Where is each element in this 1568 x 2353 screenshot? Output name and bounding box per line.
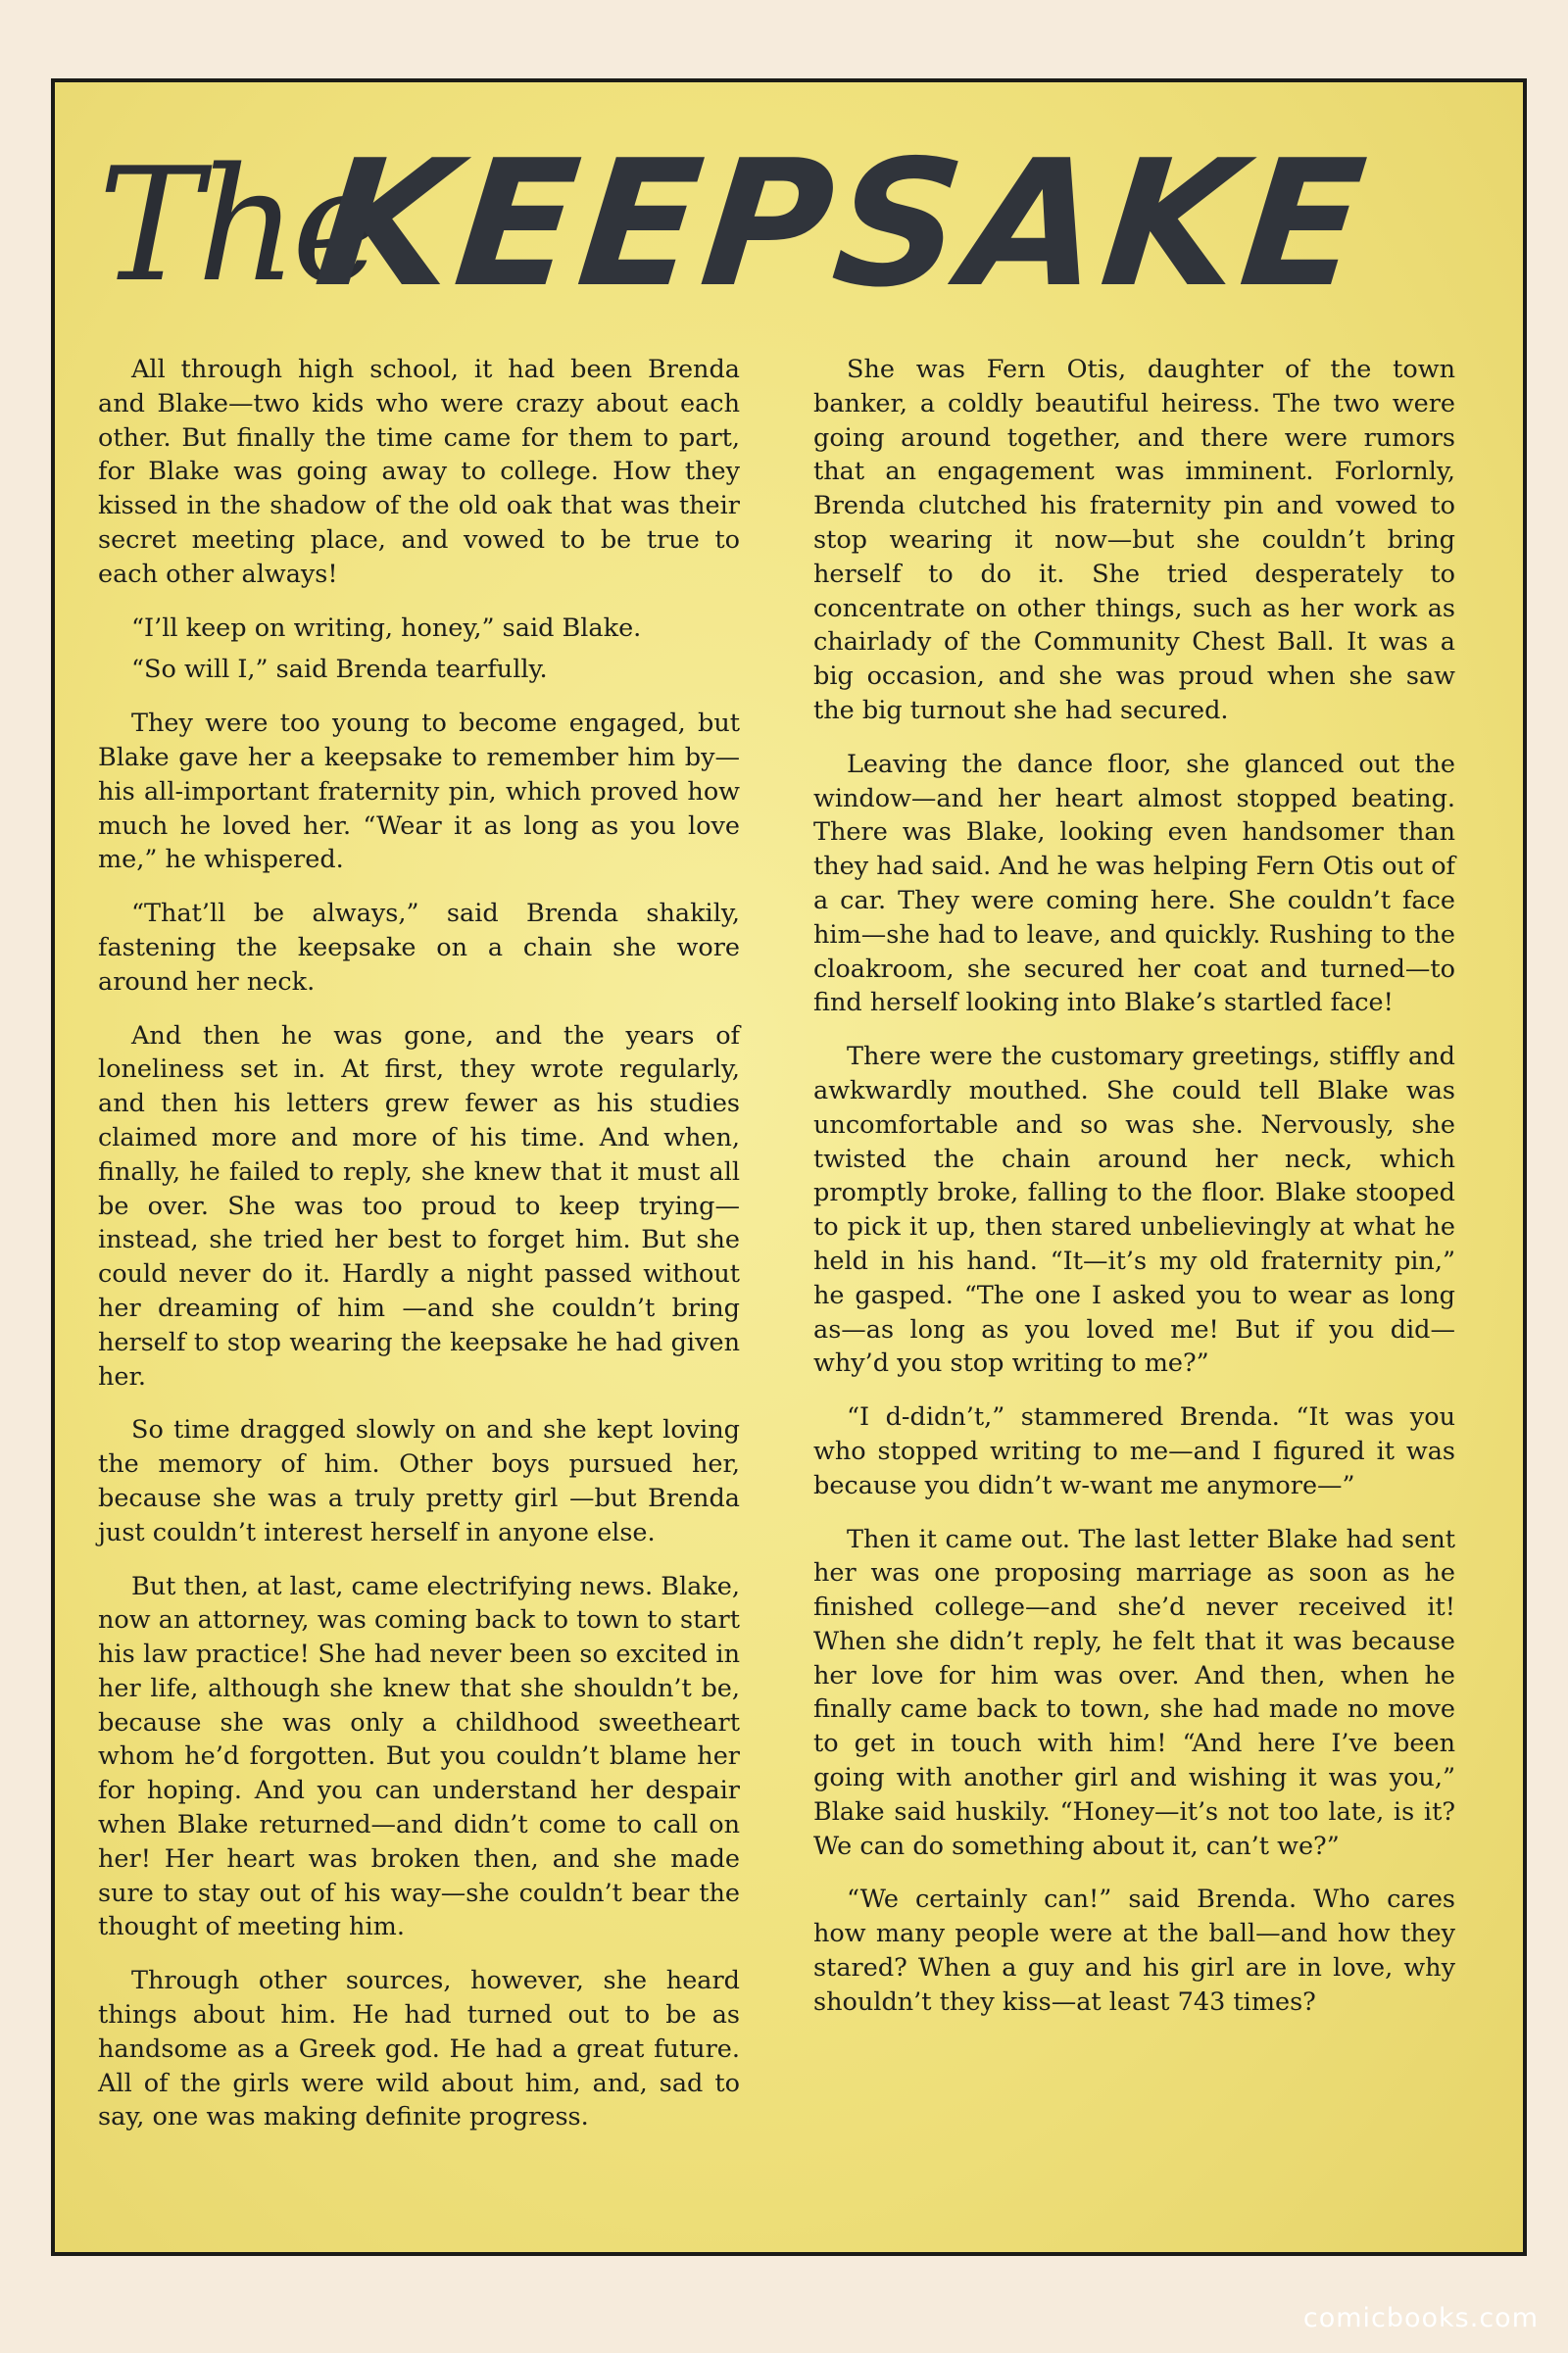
paragraph: She was Fern Otis, daughter of the town banker, a coldly beautiful heiress. The two were going around together, and there were rumors that an engagement was imminent. Forlornly, Brenda clutched his fraternity pin and vowed to stop wearing it now—but she couldn’t bring herself to do it. She tried desperately to concentrate on other things, such as her work as chairlady of the Community Chest Ball. It was a big occasion, and she was proud when she saw the big turnout she had secured. (813, 355, 1455, 725)
paragraph: All through high school, it had been Brenda and Blake—two kids who were crazy about each other. But finally the time came for them to part, for Blake was going away to college. How they kissed in the shadow of the old oak that was their secret meeting place, and vowed to be true to each other always! (98, 355, 740, 589)
paragraph: “That’ll be always,” said Brenda shakily, fastening the keepsake on a chain she wore around her neck. (98, 899, 740, 997)
paragraph: Through other sources, however, she heard things about him. He had turned out to be as handsome as a Greek god. He had a great future. All of the girls were wild about him, and, sad to say, one was making definite progress. (98, 1966, 740, 2132)
paragraph: And then he was gone, and the years of loneliness set in. At first, they wrote regularly, and then his letters grew fewer as his studies claimed more and more of his time. And when, finally, he failed to reply, she knew that it must all be over. She was too proud to keep trying—instead, she tried her best to forget him. But she could never do it. Hardly a night passed without her dreaming of him —and she couldn’t bring herself to stop wearing the keepsake he had given her. (98, 1020, 740, 1392)
paragraph: “We certainly can!” said Brenda. Who cares how many people were at the ball—and how they stared? When a guy and his girl are in love, why shouldn’t they kiss—at least 743 times? (813, 1885, 1455, 2017)
paragraph: So time dragged slowly on and she kept loving the memory of him. Other boys pursued her, because she was a truly pretty girl —but Brenda just couldn’t interest herself in anyone else. (98, 1415, 740, 1547)
site-watermark: comicbooks.com (1302, 2303, 1539, 2333)
title-prefix: The (98, 133, 379, 317)
title-main: KEEPSAKE (308, 123, 1377, 325)
paragraph: Leaving the dance floor, she glanced out the window—and her heart almost stopped beating. There was Blake, looking even handsomer than they had said. And he was helping Fern Otis out of a car. They were coming here. She couldn’t face him—she had to leave, and quickly. Rushing to the cloakroom, she secured her coat and turned—to find herself looking into Blake’s startled face! (813, 749, 1455, 1018)
paragraph: “So will I,” said Brenda tearfully. (131, 655, 548, 685)
paragraph: “I’ll keep on writing, honey,” said Blake. (131, 613, 642, 643)
story-columns (98, 353, 1455, 2244)
paragraph: But then, at last, came electrifying news. Blake, now an attorney, was coming back to town to start his law practice! She had never been so excited in her life, although she knew that she shouldn’t be, because she was only a childhood sweetheart whom he’d forgotten. But you couldn’t blame her for hoping. And you can understand her despair when Blake returned—and didn’t come to call on her! Her heart was broken then, and she made sure to stay out of his way—she couldn’t bear the thought of meeting him. (98, 1571, 740, 1942)
story-title (78, 108, 1470, 333)
left-column (98, 353, 740, 2244)
paragraph: “I d-didn’t,” stammered Brenda. “It was you who stopped writing to me—and I figured it was because you didn’t w-want me anymore—” (813, 1402, 1455, 1500)
right-column (813, 353, 1455, 2244)
paragraph: Then it came out. The last letter Blake had sent her was one proposing marriage as soon as he finished college—and she’d never received it! When she didn’t reply, he felt that it was because her love for him was over. And then, when he finally came back to town, she had made no move to get in touch with him! “And here I’ve been going with another girl and wishing it was you,” Blake said huskily. “Honey—it’s not too late, is it? We can do something about it, can’t we?” (813, 1524, 1455, 1861)
paragraph: There were the customary greetings, stiffly and awkwardly mouthed. She could tell Blake was uncomfortable and so was she. Nervously, she twisted the chain around her neck, which promptly broke, falling to the floor. Blake stooped to pick it up, then stared unbelievingly at what he held in his hand. “It—it’s my old fraternity pin,” he gasped. “The one I asked you to wear as long as—as long as you loved me! But if you did—why’d you stop writing to me?” (813, 1042, 1455, 1379)
paragraph: They were too young to become engaged, but Blake gave her a keepsake to remember him by—his all-important fraternity pin, which proved how much he loved her. “Wear it as long as you love me,” he whispered. (98, 709, 740, 875)
